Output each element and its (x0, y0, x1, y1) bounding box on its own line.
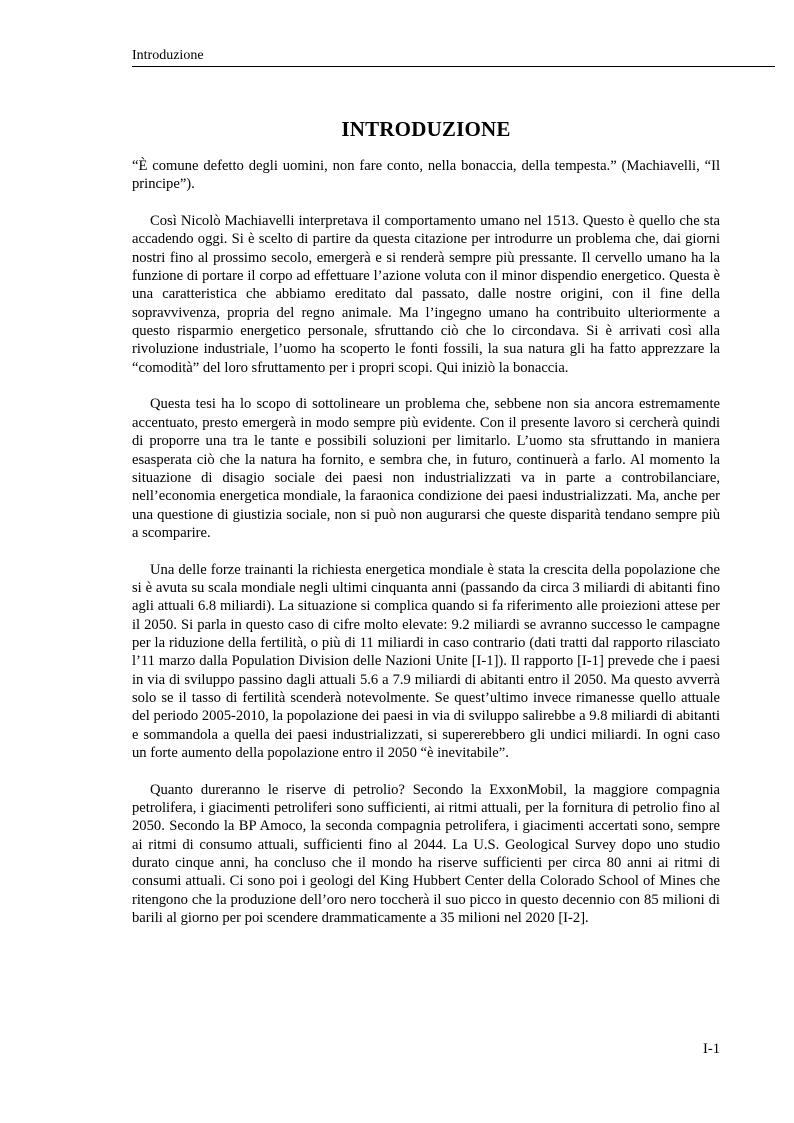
chapter-body (132, 157, 720, 946)
chapter-title: INTRODUZIONE (341, 117, 511, 141)
paragraph-4: Quanto dureranno le riserve di petrolio? Secondo la ExxonMobil, la maggiore compagnia petrolifera, i giacimenti petroliferi sono sufficienti, ai ritmi attuali, per la fornitura di petrolio fino al 2050. Secondo la BP Amoco, la seconda compagnia petrolifera, i giacimenti accertati sono, sempre ai ritmi di consumo attuali, sufficienti fino al 2044. La U.S. Geological Survey dopo uno studio durato cinque anni, ha concluso che il mondo ha riserve sufficienti per circa 80 anni ai ritmi di consumi attuali. Ci sono poi i geologi del King Hubbert Center della Colorado School of Mines che ritengono che la produzione dell’oro nero toccherà il suo picco in questo decennio con 85 milioni di barili al giorno per poi scendere drammaticamente a 35 milioni nel 2020 [I-2]. (132, 781, 720, 927)
opening-quote: “È comune defetto degli uomini, non fare conto, nella bonaccia, della tempesta.” (Machiavelli, “Il principe”). (132, 158, 720, 193)
paragraph-1: Così Nicolò Machiavelli interpretava il comportamento umano nel 1513. Questo è quello che sta accadendo oggi. Si è scelto di partire da questa citazione per introdurre un problema che, dai giorni nostri fino al prossimo secolo, emergerà e si renderà sempre più pressante. Il cervello umano ha la funzione di portare il corpo ad effettuare l’azione voluta con il minor dispendio energetico. Questa è una caratteristica che abbiamo ereditato dal passato, dalle nostre origini, con il fine della sopravvivenza, propria del regno animale. Ma l’ingegno umano ha contribuito ulteriormente a questo risparmio energetico personale, sfruttando ciò che lo circondava. Si è arrivati così alla rivoluzione industriale, l’uomo ha scoperto le fonti fossili, la sua natura gli ha fatto apprezzare la “comodità” del loro sfruttamento per i propri scopi. Qui iniziò la bonaccia. (132, 213, 720, 376)
page-number: I-1 (702, 1041, 720, 1057)
running-header-title: Introduzione (132, 48, 204, 63)
running-header (132, 48, 775, 67)
paragraph-3: Una delle forze trainanti la richiesta energetica mondiale è stata la crescita della popolazione che si è avuta su scala mondiale negli ultimi cinquanta anni (passando da circa 3 miliardi di abitanti fino agli attuali 6.8 miliardi). La situazione si complica quando si fa riferimento alle proiezioni attese per il 2050. Si parla in questo caso di cifre molto elevate: 9.2 miliardi se avranno successo le campagne per la riduzione della fertilità, o più di 11 miliardi in caso contrario (dati tratti dal rapporto rilasciato l’11 marzo dalla Population Division delle Nazioni Unite [I-1]). Il rapporto [I-1] prevede che i paesi in via di sviluppo passino dagli attuali 5.6 a 7.9 miliardi di abitanti entro il 2050. Ma questo avverrà solo se il tasso di fertilità scenderà notevolmente. Se quest’ultimo invece rimanesse quello attuale del periodo 2005-2010, la popolazione dei paesi in via di sviluppo salirebbe a 9.8 miliardi di abitanti e sommandola a quella dei paesi industrializzati, si supererebbero gli undici miliardi. In ogni caso un forte aumento della popolazione entro il 2050 “è inevitabile”. (132, 561, 720, 761)
paragraph-2: Questa tesi ha lo scopo di sottolineare un problema che, sebbene non sia ancora estremamente accentuato, presto emergerà in modo sempre più evidente. Con il presente lavoro si cercherà quindi di proporre una tra le tante e possibili soluzioni per limitarlo. L’uomo sta sfruttando in maniera esasperata ciò che la natura ha fornito, e sembra che, in futuro, continuerà a farlo. Al momento la situazione di disagio sociale dei paesi non industrializzati va in parte a controbilanciare, nell’economia energetica mondiale, la faraonica condizione dei paesi industrializzati. Ma, anche per una questione di giustizia sociale, non si può non augurarsi che queste disparità tendano sempre più a scomparire. (132, 396, 720, 541)
